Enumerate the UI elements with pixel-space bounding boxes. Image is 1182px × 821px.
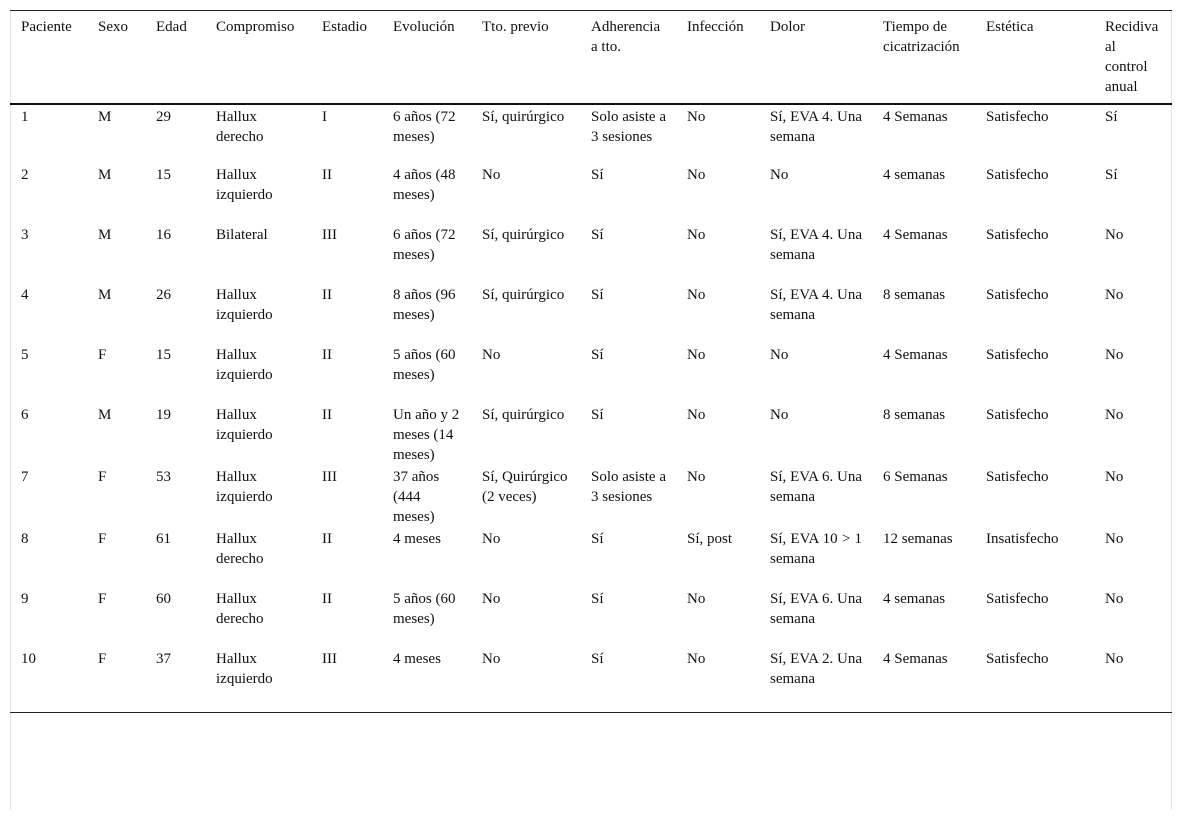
cell-recidiva: No (1105, 591, 1124, 607)
cell-tiempo-cicatrizacion: 8 semanas (883, 287, 946, 303)
cell-compromiso: Hallux derecho (216, 109, 264, 145)
cell-tiempo-cicatrizacion: 4 Semanas (883, 227, 948, 243)
cell-tiempo-cicatrizacion: 4 Semanas (883, 109, 948, 125)
cell-paciente: 1 (21, 109, 29, 125)
header-paciente: Paciente (10, 11, 87, 105)
cell-sexo: F (87, 648, 145, 712)
cell-compromiso: Hallux izquierdo (216, 167, 273, 203)
cell-tto-previo: No (471, 648, 580, 712)
cell-tto-previo: No (482, 347, 501, 363)
cell-sexo: F (98, 531, 107, 547)
cell-compromiso: Bilateral (216, 227, 268, 243)
header-dolor: Dolor (759, 11, 872, 105)
cell-sexo: M (98, 287, 112, 303)
header-recidiva: Recidiva al control anual (1094, 11, 1172, 105)
cell-estetica: Satisfecho (986, 407, 1049, 423)
table-row (10, 588, 1172, 648)
cell-compromiso: Hallux izquierdo (216, 469, 273, 505)
header-adherencia: Adherencia a tto. (580, 11, 676, 105)
cell-estetica: Satisfecho (986, 227, 1049, 243)
table-row (10, 466, 1172, 528)
cell-recidiva: No (1105, 347, 1124, 363)
cell-adherencia: Solo asiste a 3 sesiones (591, 469, 666, 505)
cell-adherencia: Sí (591, 347, 604, 363)
cell-estetica: Satisfecho (986, 469, 1049, 485)
cell-infeccion: No (687, 469, 706, 485)
cell-tto-previo: Sí, quirúrgico (482, 109, 565, 125)
cell-sexo: M (98, 227, 112, 243)
cell-tiempo-cicatrizacion: 6 Semanas (883, 469, 948, 485)
cell-infeccion: No (687, 591, 706, 607)
cell-recidiva: No (1105, 469, 1124, 485)
cell-sexo: M (98, 167, 112, 183)
cell-estadio: III (322, 227, 337, 243)
cell-evolucion: Un año y 2 meses (14 meses) (393, 407, 460, 463)
cell-dolor: Sí, EVA 6. Una semana (770, 591, 862, 627)
cell-sexo: F (98, 469, 107, 485)
cell-dolor: Sí, EVA 2. Una semana (759, 648, 872, 712)
cell-estetica: Satisfecho (986, 287, 1049, 303)
cell-tto-previo: Sí, Quirúrgico (2 veces) (482, 469, 568, 505)
cell-paciente: 7 (21, 469, 29, 485)
cell-dolor: Sí, EVA 6. Una semana (770, 469, 862, 505)
cell-edad: 26 (156, 287, 171, 303)
cell-estadio: III (322, 469, 337, 485)
cell-adherencia: Sí (591, 591, 604, 607)
cell-infeccion: No (687, 347, 706, 363)
cell-paciente: 6 (21, 407, 29, 423)
header-sexo: Sexo (87, 11, 145, 105)
cell-tto-previo: No (482, 167, 501, 183)
cell-tto-previo: Sí, quirúrgico (482, 287, 565, 303)
cell-infeccion: No (687, 167, 706, 183)
cell-tiempo-cicatrizacion: 4 semanas (883, 591, 946, 607)
cell-tiempo-cicatrizacion: 8 semanas (883, 407, 946, 423)
cell-evolucion: 4 meses (393, 531, 441, 547)
header-tto-previo: Tto. previo (471, 11, 580, 105)
cell-compromiso: Hallux izquierdo (205, 648, 311, 712)
cell-estadio: II (322, 591, 332, 607)
cell-recidiva: No (1105, 407, 1124, 423)
cell-tto-previo: No (482, 531, 501, 547)
header-compromiso: Compromiso (205, 11, 311, 105)
cell-infeccion: No (687, 287, 706, 303)
cell-infeccion: No (687, 227, 706, 243)
cell-estadio: III (311, 648, 382, 712)
header-edad: Edad (145, 11, 205, 105)
table-row (10, 648, 1172, 712)
cell-edad: 61 (156, 531, 171, 547)
header-infeccion: Infección (676, 11, 759, 105)
cell-sexo: F (98, 591, 107, 607)
cell-paciente: 8 (21, 531, 29, 547)
cell-edad: 15 (156, 347, 171, 363)
cell-dolor: Sí, EVA 10 > 1 semana (770, 531, 862, 567)
cell-estadio: II (322, 347, 332, 363)
cell-edad: 16 (156, 227, 171, 243)
cell-adherencia: Solo asiste a 3 sesiones (591, 109, 666, 145)
table-row (10, 344, 1172, 404)
cell-evolucion: 6 años (72 meses) (393, 227, 456, 263)
cell-tto-previo: Sí, quirúrgico (482, 407, 565, 423)
cell-evolucion: 5 años (60 meses) (393, 347, 456, 383)
cell-evolucion: 37 años (444 meses) (393, 469, 440, 525)
cell-recidiva: No (1105, 287, 1124, 303)
cell-tto-previo: No (482, 591, 501, 607)
cell-tto-previo: Sí, quirúrgico (482, 227, 565, 243)
cell-recidiva: Sí (1105, 167, 1118, 183)
cell-dolor: No (770, 347, 789, 363)
cell-compromiso: Hallux izquierdo (216, 287, 273, 323)
cell-estadio: II (322, 287, 332, 303)
cell-infeccion: No (687, 109, 706, 125)
header-evolucion: Evolución (382, 11, 471, 105)
cell-recidiva: No (1105, 531, 1124, 547)
cell-evolucion: 6 años (72 meses) (393, 109, 456, 145)
cell-edad: 19 (156, 407, 171, 423)
cell-estadio: II (322, 531, 332, 547)
cell-estetica: Satisfecho (975, 648, 1094, 712)
cell-estadio: II (322, 167, 332, 183)
cell-tiempo-cicatrizacion: 12 semanas (883, 531, 953, 547)
cell-adherencia: Sí (591, 287, 604, 303)
cell-estadio: I (322, 109, 327, 125)
cell-dolor: No (770, 407, 789, 423)
cell-estetica: Satisfecho (986, 109, 1049, 125)
cell-sexo: M (98, 109, 112, 125)
cell-edad: 53 (156, 469, 171, 485)
cell-compromiso: Hallux derecho (216, 531, 264, 567)
header-estetica: Estética (975, 11, 1094, 105)
cell-recidiva: No (1105, 227, 1124, 243)
header-row (10, 11, 1172, 105)
table-body (10, 104, 1172, 712)
cell-estetica: Satisfecho (986, 591, 1049, 607)
cell-dolor: Sí, EVA 4. Una semana (770, 287, 862, 323)
cell-recidiva: No (1094, 648, 1172, 712)
cell-estadio: II (322, 407, 332, 423)
cell-adherencia: Sí (591, 407, 604, 423)
cell-sexo: M (98, 407, 112, 423)
table-row (10, 164, 1172, 224)
table-row (10, 224, 1172, 284)
cell-dolor: Sí, EVA 4. Una semana (770, 109, 862, 145)
cell-tiempo-cicatrizacion: 4 Semanas (872, 648, 975, 712)
table-row (10, 404, 1172, 466)
cell-paciente: 3 (21, 227, 29, 243)
cell-compromiso: Hallux izquierdo (216, 407, 273, 443)
cell-infeccion: No (687, 407, 706, 423)
table-row (10, 284, 1172, 344)
cell-adherencia: Sí (591, 167, 604, 183)
cell-evolucion: 8 años (96 meses) (393, 287, 456, 323)
cell-edad: 15 (156, 167, 171, 183)
cell-estetica: Insatisfecho (986, 531, 1059, 547)
cell-infeccion: Sí, post (687, 531, 733, 547)
cell-evolucion: 4 meses (382, 648, 471, 712)
cell-compromiso: Hallux izquierdo (216, 347, 273, 383)
cell-evolucion: 5 años (60 meses) (393, 591, 456, 627)
table-row (10, 104, 1172, 164)
patient-results-table (10, 10, 1172, 713)
cell-recidiva: Sí (1105, 109, 1118, 125)
cell-dolor: Sí, EVA 4. Una semana (770, 227, 862, 263)
cell-paciente: 4 (21, 287, 29, 303)
cell-infeccion: No (676, 648, 759, 712)
header-tiempo-cicatrizacion: Tiempo de cicatrización (872, 11, 975, 105)
cell-estetica: Satisfecho (986, 167, 1049, 183)
cell-estetica: Satisfecho (986, 347, 1049, 363)
cell-tiempo-cicatrizacion: 4 Semanas (883, 347, 948, 363)
cell-adherencia: Sí (580, 648, 676, 712)
cell-edad: 60 (156, 591, 171, 607)
table-row (10, 528, 1172, 588)
cell-compromiso: Hallux derecho (216, 591, 264, 627)
cell-edad: 37 (145, 648, 205, 712)
cell-evolucion: 4 años (48 meses) (393, 167, 456, 203)
cell-tiempo-cicatrizacion: 4 semanas (883, 167, 946, 183)
cell-paciente: 5 (21, 347, 29, 363)
cell-adherencia: Sí (591, 531, 604, 547)
cell-dolor: No (770, 167, 789, 183)
header-estadio: Estadio (311, 11, 382, 105)
cell-paciente: 9 (21, 591, 29, 607)
cell-sexo: F (98, 347, 107, 363)
cell-paciente: 2 (21, 167, 29, 183)
cell-adherencia: Sí (591, 227, 604, 243)
cell-paciente: 10 (10, 648, 87, 712)
cell-edad: 29 (156, 109, 171, 125)
